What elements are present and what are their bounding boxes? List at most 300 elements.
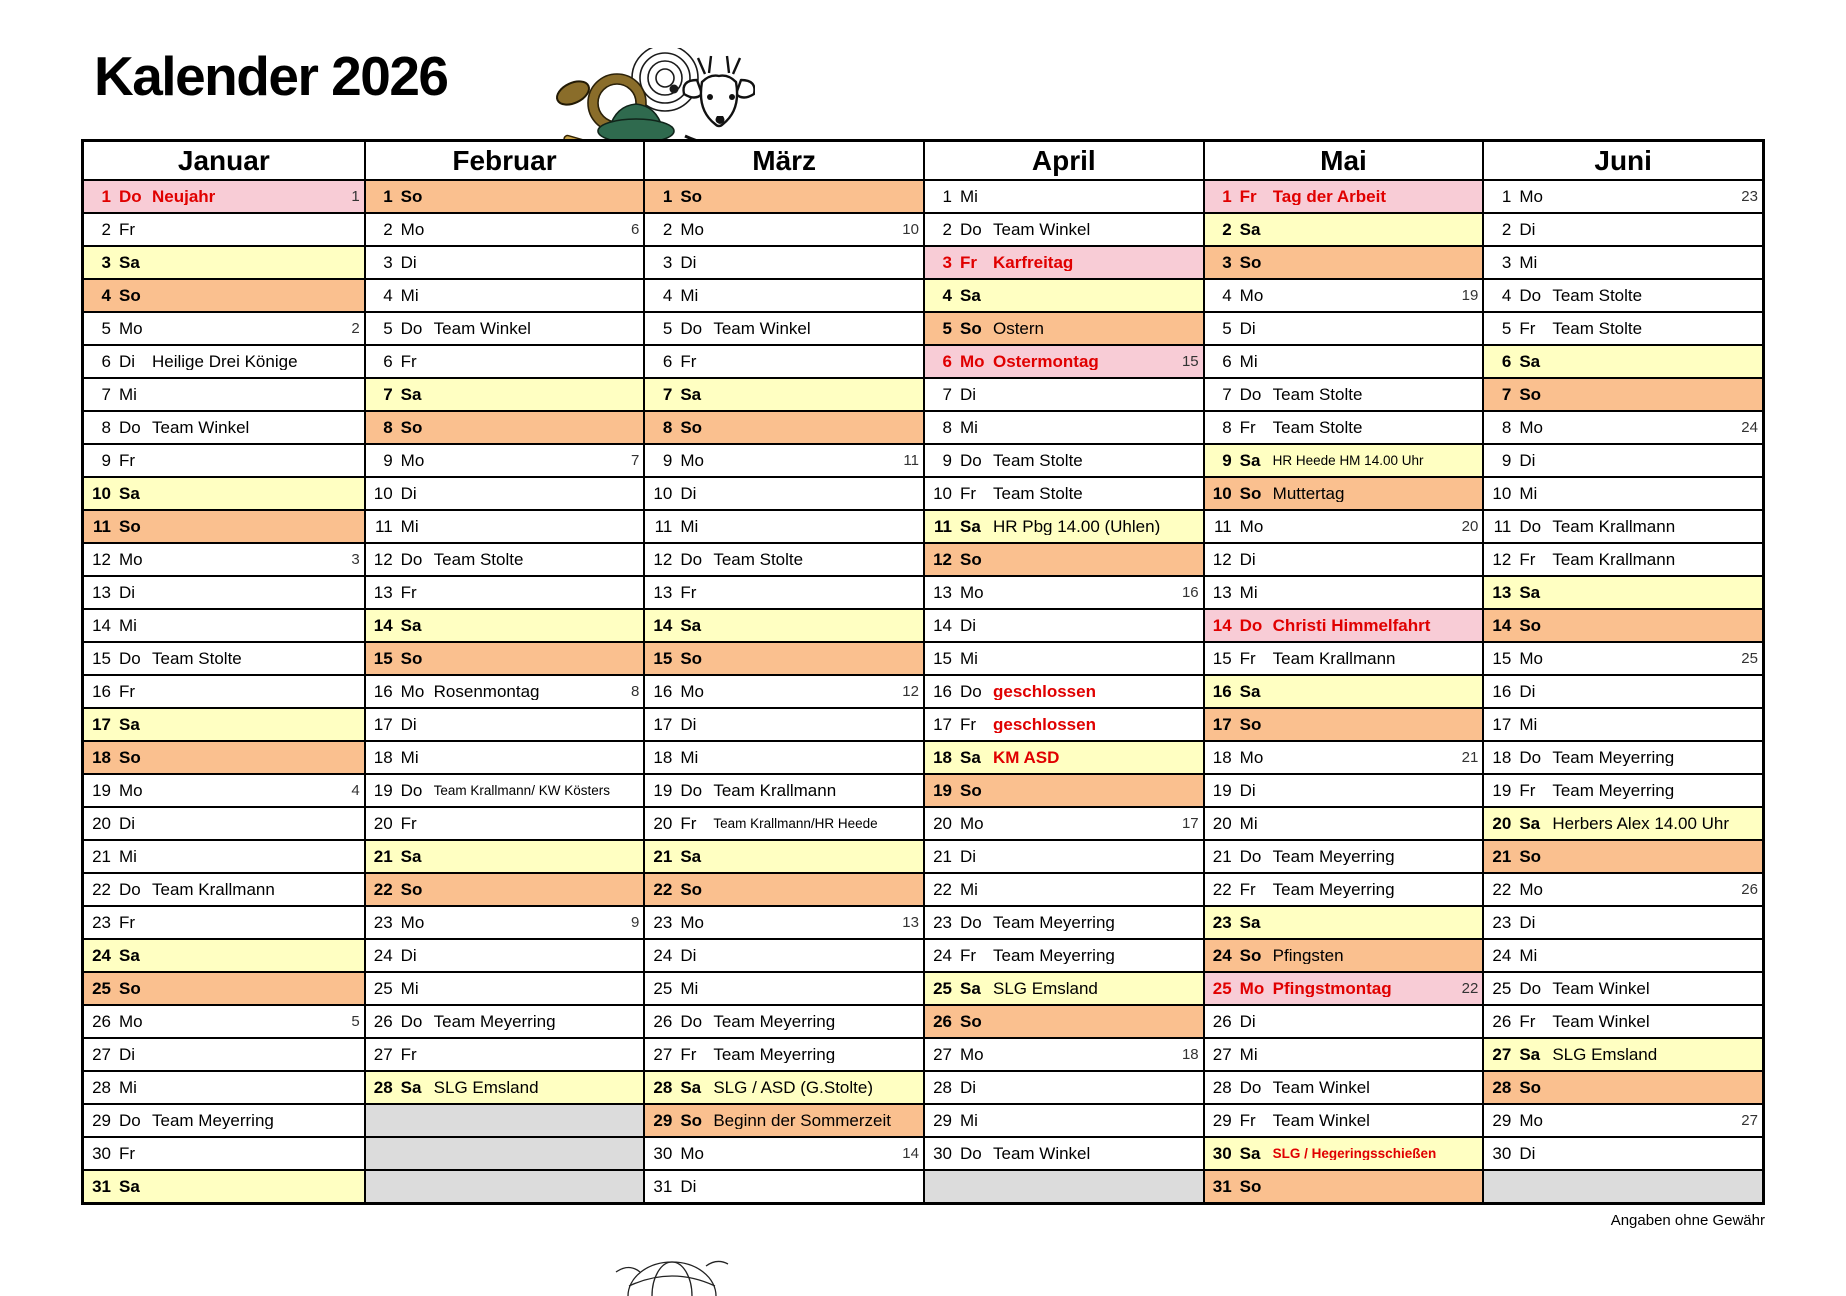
day-row <box>645 1169 923 1202</box>
day-number: 9 <box>1222 451 1232 470</box>
day-row <box>1205 905 1483 938</box>
day-row <box>366 839 644 872</box>
weekday-label: Mi <box>959 880 978 899</box>
weekday-label: Mi <box>1239 1045 1258 1064</box>
day-number: 7 <box>662 385 673 404</box>
day-row <box>1205 773 1483 806</box>
weekday-label: Di <box>119 583 136 602</box>
day-row <box>1205 740 1483 773</box>
day-number: 9 <box>383 451 393 470</box>
day-row <box>925 377 1203 410</box>
day-row <box>1484 1070 1762 1103</box>
week-number: 10 <box>902 221 919 238</box>
day-number: 4 <box>662 286 673 305</box>
event-label: geschlossen <box>992 683 1096 700</box>
day-row <box>1205 179 1483 212</box>
week-number: 21 <box>1461 749 1479 766</box>
day-number: 3 <box>942 253 952 272</box>
day-number: 31 <box>653 1177 673 1196</box>
day-row <box>84 575 364 608</box>
weekday-label: So <box>1239 946 1262 965</box>
weekday-label: Mo <box>959 583 984 602</box>
event-label: Team Stolte <box>1552 320 1643 337</box>
day-row <box>366 1004 644 1037</box>
weekday-label: Do <box>959 1144 982 1163</box>
weekday-label: So <box>959 550 982 569</box>
weekday-label: Fr <box>400 352 417 371</box>
day-row <box>925 311 1203 344</box>
day-number: 6 <box>383 352 393 371</box>
day-row <box>366 410 644 443</box>
weekday-label: Mi <box>959 649 978 668</box>
event-label: Team Stolte <box>992 485 1083 502</box>
day-number: 14 <box>373 616 393 635</box>
empty-cell <box>366 1136 644 1169</box>
day-row <box>84 707 364 740</box>
day-row <box>645 410 923 443</box>
weekday-label: Mo <box>1519 1111 1543 1130</box>
day-row <box>84 1169 364 1202</box>
month-column <box>364 142 644 1202</box>
week-number: 24 <box>1741 419 1758 436</box>
weekday-label: Mo <box>1519 187 1543 206</box>
day-row <box>925 905 1203 938</box>
day-row <box>84 608 364 641</box>
day-row <box>645 443 923 476</box>
day-row <box>84 443 364 476</box>
day-row <box>84 410 364 443</box>
day-number: 2 <box>1501 220 1512 239</box>
day-row <box>366 806 644 839</box>
day-row <box>1205 1169 1483 1202</box>
weekday-label: Mo <box>1239 517 1264 536</box>
day-row <box>366 872 644 905</box>
day-row <box>645 1004 923 1037</box>
day-row <box>645 740 923 773</box>
day-number: 15 <box>1212 649 1232 668</box>
event-label: Team Meyerring <box>1552 749 1675 766</box>
weekday-label: Sa <box>400 1078 422 1097</box>
day-number: 9 <box>1501 451 1512 470</box>
event-label: Team Meyerring <box>713 1013 836 1030</box>
day-row <box>1484 971 1762 1004</box>
day-number: 11 <box>1214 517 1232 536</box>
event-label: SLG Emsland <box>433 1079 539 1096</box>
weekday-label: Mo <box>119 550 143 569</box>
day-number: 7 <box>1501 385 1512 404</box>
weekday-label: Fr <box>400 583 417 602</box>
day-number: 14 <box>1212 616 1232 635</box>
day-number: 5 <box>942 319 952 338</box>
day-row <box>1484 1136 1762 1169</box>
day-row <box>84 245 364 278</box>
event-label: Team Krallmann <box>1272 650 1396 667</box>
weekday-label: Di <box>959 1078 977 1097</box>
weekday-label: So <box>1239 1177 1262 1196</box>
day-number: 24 <box>1212 946 1232 965</box>
weekday-label: So <box>680 1111 703 1130</box>
day-number: 2 <box>101 220 111 239</box>
day-number: 3 <box>101 253 111 272</box>
day-row <box>1484 773 1762 806</box>
day-row <box>84 674 364 707</box>
day-number: 20 <box>653 814 673 833</box>
day-number: 31 <box>92 1177 111 1196</box>
weekday-label: Mi <box>1519 484 1538 503</box>
day-row <box>84 938 364 971</box>
weekday-label: Mi <box>1239 814 1258 833</box>
day-row <box>1484 179 1762 212</box>
event-label: Christi Himmelfahrt <box>1272 617 1431 634</box>
day-row <box>366 773 644 806</box>
weekday-label: So <box>1519 616 1542 635</box>
day-row <box>366 1070 644 1103</box>
day-row <box>366 344 644 377</box>
weekday-label: Mi <box>400 517 419 536</box>
day-number: 29 <box>1492 1111 1512 1130</box>
day-row <box>925 575 1203 608</box>
day-number: 8 <box>1501 418 1512 437</box>
weekday-label: Mo <box>680 1144 704 1163</box>
day-number: 6 <box>1501 352 1512 371</box>
day-number: 20 <box>92 814 111 833</box>
weekday-label: So <box>119 748 141 767</box>
day-row <box>1484 278 1762 311</box>
day-row <box>84 344 364 377</box>
weekday-label: So <box>680 649 703 668</box>
day-row <box>925 410 1203 443</box>
day-number: 13 <box>1492 583 1512 602</box>
event-label: Team Winkel <box>152 419 250 436</box>
month-header: März <box>752 144 817 176</box>
day-number: 27 <box>92 1045 111 1064</box>
day-number: 10 <box>653 484 673 503</box>
week-number: 2 <box>351 320 360 337</box>
day-number: 12 <box>653 550 673 569</box>
day-number: 20 <box>933 814 952 833</box>
day-row <box>366 740 644 773</box>
month-column <box>1203 142 1483 1202</box>
day-row <box>925 641 1203 674</box>
day-number: 17 <box>1212 715 1232 734</box>
day-number: 29 <box>1212 1111 1232 1130</box>
day-number: 15 <box>92 649 111 668</box>
day-number: 12 <box>373 550 393 569</box>
weekday-label: Fr <box>959 484 977 503</box>
day-number: 17 <box>653 715 673 734</box>
month-column <box>643 142 923 1202</box>
day-row <box>84 872 364 905</box>
day-number: 15 <box>1492 649 1512 668</box>
day-number: 12 <box>1492 550 1512 569</box>
weekday-label: So <box>680 187 703 206</box>
day-number: 17 <box>1492 715 1512 734</box>
day-row <box>84 1070 364 1103</box>
day-number: 17 <box>92 715 111 734</box>
day-number: 23 <box>1492 913 1512 932</box>
month-header: Februar <box>452 144 557 176</box>
day-row <box>84 542 364 575</box>
day-number: 30 <box>92 1144 111 1163</box>
day-number: 14 <box>1492 616 1512 635</box>
weekday-label: Sa <box>1519 1045 1541 1064</box>
weekday-label: Fr <box>119 451 136 470</box>
day-row <box>925 707 1203 740</box>
weekday-label: Mo <box>959 352 985 371</box>
event-label: Team Meyerring <box>992 947 1115 964</box>
weekday-label: Do <box>400 781 423 800</box>
day-number: 26 <box>933 1012 952 1031</box>
day-row <box>1484 1004 1762 1037</box>
week-number: 23 <box>1741 188 1758 205</box>
weekday-label: Sa <box>119 715 140 734</box>
weekday-label: Fr <box>119 220 136 239</box>
day-row <box>645 905 923 938</box>
weekday-label: Fr <box>680 352 697 371</box>
day-number: 9 <box>101 451 111 470</box>
event-label: Pfingsten <box>1272 947 1344 964</box>
globe-sketch-icon <box>612 1250 732 1296</box>
weekday-label: Sa <box>959 748 981 767</box>
day-row <box>925 344 1203 377</box>
day-row <box>1484 1037 1762 1070</box>
week-number: 16 <box>1181 584 1199 601</box>
weekday-label: So <box>400 649 423 668</box>
day-row <box>645 476 923 509</box>
day-row <box>1205 707 1483 740</box>
day-row <box>1484 509 1762 542</box>
day-row <box>366 476 644 509</box>
day-number: 8 <box>1222 418 1232 437</box>
day-number: 14 <box>653 616 673 635</box>
day-row <box>645 641 923 674</box>
event-label: Team Meyerring <box>1272 881 1395 898</box>
day-row <box>925 773 1203 806</box>
day-number: 29 <box>653 1111 673 1130</box>
day-number: 30 <box>1212 1144 1232 1163</box>
day-row <box>1205 377 1483 410</box>
day-number: 22 <box>92 880 111 899</box>
disclaimer-text: Angaben ohne Gewähr <box>1610 1212 1765 1229</box>
weekday-label: Do <box>1239 385 1262 404</box>
day-number: 7 <box>383 385 393 404</box>
day-number: 24 <box>92 946 111 965</box>
month-column <box>84 142 364 1202</box>
day-number: 3 <box>383 253 393 272</box>
roe-deer-icon <box>684 56 755 126</box>
weekday-label: Di <box>1519 913 1536 932</box>
day-number: 8 <box>383 418 393 437</box>
event-label: Muttertag <box>1272 485 1345 502</box>
day-row <box>925 872 1203 905</box>
day-row <box>366 905 644 938</box>
day-row <box>1205 971 1483 1004</box>
weekday-label: Mo <box>680 451 704 470</box>
event-label: Team Winkel <box>1552 1013 1650 1030</box>
day-row <box>1205 839 1483 872</box>
event-label: Rosenmontag <box>433 683 540 700</box>
day-row <box>645 278 923 311</box>
weekday-label: Sa <box>1519 583 1541 602</box>
weekday-label: Fr <box>959 946 977 965</box>
weekday-label: Fr <box>1239 418 1256 437</box>
day-row <box>1484 245 1762 278</box>
day-number: 12 <box>1212 550 1232 569</box>
event-label: Team Krallmann/ KW Kösters <box>433 783 610 798</box>
day-number: 11 <box>654 517 673 536</box>
day-row <box>645 509 923 542</box>
weekday-label: Do <box>1519 979 1542 998</box>
weekday-label: Mo <box>400 451 425 470</box>
day-row <box>645 971 923 1004</box>
weekday-label: Fr <box>1519 781 1536 800</box>
day-row <box>366 278 644 311</box>
weekday-label: So <box>959 319 982 338</box>
day-row <box>925 179 1203 212</box>
day-row <box>645 575 923 608</box>
day-number: 31 <box>1212 1177 1232 1196</box>
day-number: 18 <box>933 748 952 767</box>
weekday-label: Do <box>680 781 703 800</box>
weekday-label: Do <box>1239 847 1262 866</box>
day-number: 4 <box>942 286 952 305</box>
weekday-label: So <box>959 1012 982 1031</box>
day-row <box>1205 410 1483 443</box>
weekday-label: Do <box>959 682 982 701</box>
day-number: 21 <box>1212 847 1232 866</box>
day-row <box>925 443 1203 476</box>
day-number: 15 <box>653 649 673 668</box>
day-number: 19 <box>933 781 952 800</box>
day-number: 28 <box>373 1078 393 1097</box>
weekday-label: Mo <box>1239 979 1265 998</box>
week-number: 5 <box>351 1013 360 1030</box>
weekday-label: Di <box>400 946 417 965</box>
day-number: 28 <box>933 1078 952 1097</box>
day-number: 5 <box>383 319 393 338</box>
weekday-label: Mi <box>119 847 137 866</box>
day-number: 7 <box>101 385 111 404</box>
day-row <box>645 377 923 410</box>
day-number: 30 <box>1492 1144 1512 1163</box>
weekday-label: Mi <box>400 748 419 767</box>
weekday-label: Di <box>1239 781 1256 800</box>
weekday-label: Di <box>400 715 417 734</box>
day-row <box>1205 542 1483 575</box>
day-number: 30 <box>653 1144 673 1163</box>
weekday-label: Di <box>1519 220 1536 239</box>
empty-cell <box>366 1103 644 1136</box>
weekday-label: Mo <box>400 220 425 239</box>
weekday-label: Mo <box>680 220 704 239</box>
weekday-label: Sa <box>119 484 140 503</box>
day-row <box>925 971 1203 1004</box>
event-label: Team Stolte <box>1272 419 1363 436</box>
event-label: Heilige Drei Könige <box>152 353 298 370</box>
week-number: 6 <box>630 221 640 238</box>
weekday-label: Mi <box>1519 715 1538 734</box>
event-label: Team Stolte <box>992 452 1083 469</box>
day-number: 4 <box>1501 286 1512 305</box>
event-label: SLG Emsland <box>992 980 1098 997</box>
weekday-label: Sa <box>680 385 702 404</box>
weekday-label: Fr <box>959 715 977 734</box>
event-label: Team Krallmann <box>152 881 275 898</box>
day-number: 22 <box>1212 880 1232 899</box>
day-number: 18 <box>373 748 393 767</box>
day-number: 15 <box>933 649 952 668</box>
week-number: 4 <box>351 782 360 799</box>
day-number: 27 <box>1492 1045 1512 1064</box>
day-row <box>1484 707 1762 740</box>
day-number: 16 <box>373 682 393 701</box>
day-row <box>1484 641 1762 674</box>
weekday-label: Fr <box>1519 1012 1536 1031</box>
day-number: 24 <box>653 946 673 965</box>
day-number: 28 <box>1212 1078 1232 1097</box>
day-number: 7 <box>1222 385 1232 404</box>
day-row <box>1484 575 1762 608</box>
week-number: 1 <box>351 188 360 205</box>
month-header: Juni <box>1594 144 1652 176</box>
event-label: Team Winkel <box>713 320 811 337</box>
weekday-label: Mo <box>680 682 704 701</box>
weekday-label: Mi <box>119 616 137 635</box>
weekday-label: Sa <box>1239 451 1261 470</box>
weekday-label: Do <box>1519 748 1542 767</box>
day-row <box>1205 344 1483 377</box>
day-number: 22 <box>1492 880 1512 899</box>
event-label: Team Meyerring <box>1272 848 1395 865</box>
weekday-label: Mi <box>1239 583 1258 602</box>
event-label: SLG / ASD (G.Stolte) <box>713 1079 873 1096</box>
day-number: 15 <box>373 649 393 668</box>
day-number: 8 <box>662 418 673 437</box>
event-label: Herbers Alex 14.00 Uhr <box>1552 815 1730 832</box>
weekday-label: Fr <box>1239 880 1256 899</box>
day-row <box>1205 608 1483 641</box>
weekday-label: Mi <box>680 286 699 305</box>
day-number: 24 <box>1492 946 1512 965</box>
day-number: 26 <box>373 1012 393 1031</box>
day-number: 20 <box>373 814 393 833</box>
weekday-label: Mo <box>400 682 425 701</box>
day-row <box>925 476 1203 509</box>
day-row <box>84 278 364 311</box>
day-number: 21 <box>933 847 952 866</box>
day-row <box>1484 608 1762 641</box>
day-number: 2 <box>383 220 393 239</box>
day-number: 16 <box>92 682 111 701</box>
weekday-label: Fr <box>400 1045 417 1064</box>
day-row <box>645 1037 923 1070</box>
day-row <box>1484 212 1762 245</box>
day-row <box>925 839 1203 872</box>
day-row <box>1484 311 1762 344</box>
weekday-label: Fr <box>680 814 697 833</box>
day-number: 19 <box>92 781 111 800</box>
day-row <box>1484 839 1762 872</box>
day-number: 3 <box>1501 253 1512 272</box>
day-number: 13 <box>92 583 111 602</box>
event-label: Team Winkel <box>992 1145 1091 1162</box>
week-number: 3 <box>351 551 360 568</box>
day-row <box>1484 344 1762 377</box>
weekday-label: Sa <box>959 286 981 305</box>
event-label: Team Krallmann <box>713 782 837 799</box>
event-label: geschlossen <box>992 716 1096 733</box>
day-row <box>925 542 1203 575</box>
